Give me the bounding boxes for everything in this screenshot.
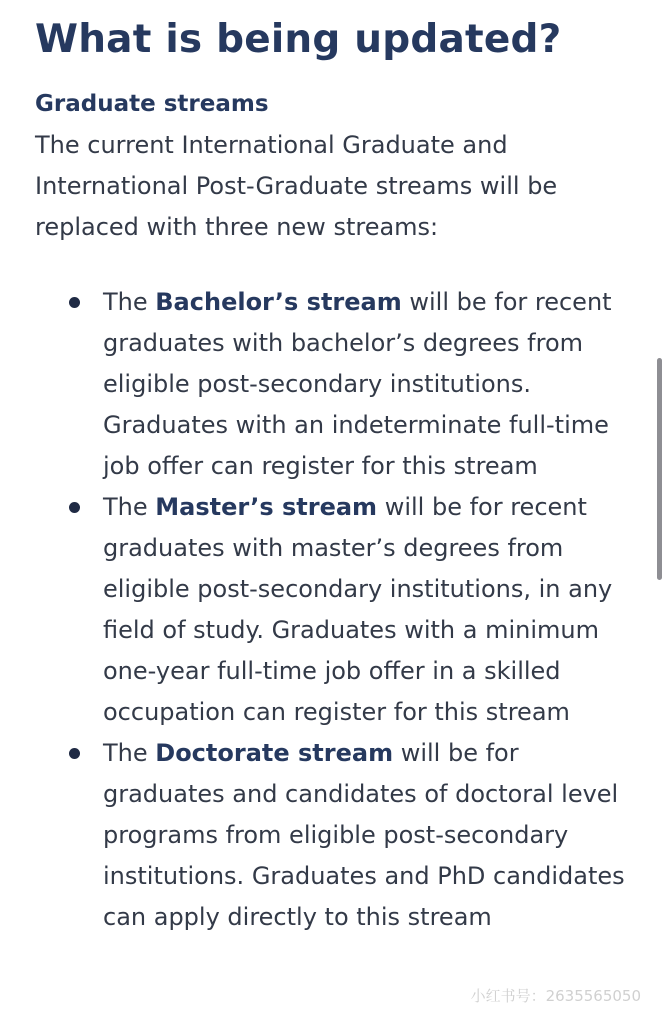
list-item-bachelors-stream — [35, 282, 635, 487]
page-title: What is being updated? — [35, 17, 562, 62]
list-item-description: will be for recent graduates with master’s degrees from eligible post-secondary institutions, in any field of study. Graduates with a minimum one-year full-time job offer in a skilled occupation can register for this stream — [103, 493, 613, 726]
list-item-description: will be for recent graduates with bachelor’s degrees from eligible post-secondary institutions. Graduates with an indeterminate full-time job offer can register for this stream — [103, 288, 612, 480]
vertical-scrollbar[interactable] — [657, 358, 662, 580]
list-item-masters-stream — [35, 487, 635, 733]
list-item-text — [103, 739, 625, 931]
list-item-doctorate-stream — [35, 733, 635, 938]
list-item-description: will be for graduates and candidates of doctoral level programs from eligible post-secondary institutions. Graduates and PhD candidates can apply directly to this stream — [103, 739, 625, 931]
list-item-text — [103, 493, 612, 726]
list-item-text — [103, 288, 612, 480]
stream-name-doctorate: Doctorate stream — [155, 739, 394, 767]
bullet-icon — [69, 748, 80, 759]
streams-list — [35, 282, 635, 938]
section-heading: Graduate streams — [35, 91, 269, 117]
watermark: 小红书号：2635565050 — [470, 987, 641, 1005]
list-item-prefix: The — [103, 288, 156, 316]
stream-name-masters: Master’s stream — [155, 493, 378, 521]
list-item-prefix: The — [103, 493, 156, 521]
bullet-icon — [69, 297, 80, 308]
intro-paragraph: The current International Graduate and International Post-Graduate streams will be replaced with three new streams: — [35, 131, 558, 241]
bullet-icon — [69, 502, 80, 513]
list-item-prefix: The — [103, 739, 156, 767]
stream-name-bachelors: Bachelor’s stream — [155, 288, 402, 316]
